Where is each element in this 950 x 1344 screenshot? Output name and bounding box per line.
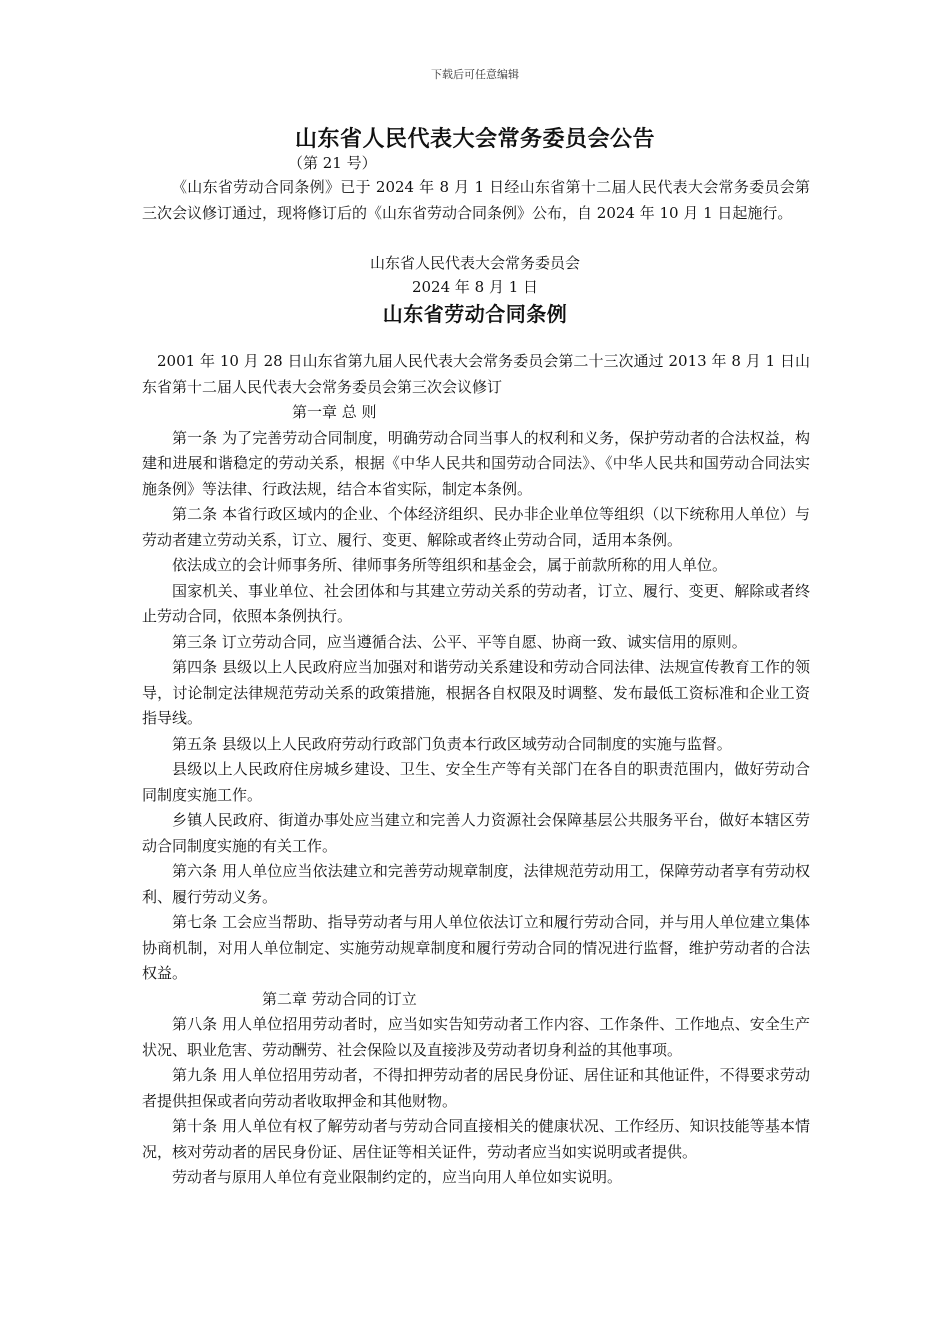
article-paragraph: 县级以上人民政府住房城乡建设、卫生、安全生产等有关部门在各自的职责范围内，做好劳动合同制度实施工作。 [142, 760, 810, 804]
article-paragraph: 国家机关、事业单位、社会团体和与其建立劳动关系的劳动者，订立、履行、变更、解除或者终止劳动合同，依照本条例执行。 [142, 581, 810, 625]
law-title: 山东省劳动合同条例 [382, 302, 568, 326]
article-paragraph: 第五条 县级以上人民政府劳动行政部门负责本行政区域劳动合同制度的实施与监督。 [172, 734, 732, 753]
law-history: 2001 年 10 月 28 日山东省第九届人民代表大会常务委员会第二十三次通过 2013 年 8 月 1 日山东省第十二届人民代表大会常务委员会第三次会议修订 [142, 352, 810, 396]
article-paragraph: 乡镇人民政府、街道办事处应当建立和完善人力资源社会保障基层公共服务平台，做好本辖区劳动合同制度实施的有关工作。 [142, 811, 810, 855]
notice-body [142, 175, 810, 226]
article-paragraph: 第九条 用人单位招用劳动者，不得扣押劳动者的居民身份证、居住证和其他证件，不得要求劳动者提供担保或者向劳动者收取押金和其他财物。 [142, 1066, 810, 1110]
article-paragraph: 依法成立的会计师事务所、律师事务所等组织和基金会，属于前款所称的用人单位。 [172, 556, 728, 574]
law-body [142, 349, 810, 1191]
notice-text: 《山东省劳动合同条例》已于 2024 年 8 月 1 日经山东省第十二届人民代表大会常务委员会第三次会议修订通过，现将修订后的《山东省劳动合同条例》公布，自 2024 年 10 月 1 日起施行。 [142, 178, 810, 222]
article-paragraph: 第二条 本省行政区域内的企业、个体经济组织、民办非企业单位等组织（以下统称用人单位）与劳动者建立劳动关系，订立、履行、变更、解除或者终止劳动合同，适用本条例。 [142, 505, 810, 549]
header-note: 下载后可任意编辑 [431, 68, 519, 81]
article-paragraph: 第一条 为了完善劳动合同制度，明确劳动合同当事人的权利和义务，保护劳动者的合法权益，构建和进展和谐稳定的劳动关系，根据《中华人民共和国劳动合同法》、《中华人民共和国劳动合同法实施条例》等法律、行政法规，结合本省实际，制定本条例。 [142, 428, 810, 498]
article-paragraph: 第四条 县级以上人民政府应当加强对和谐劳动关系建设和劳动合同法律、法规宣传教育工作的领导，讨论制定法律规范劳动关系的政策措施，根据各自权限及时调整、发布最低工资标准和企业工资指导线。 [142, 658, 810, 727]
chapter-heading: 第二章 劳动合同的订立 [262, 989, 417, 1008]
article-paragraph: 第七条 工会应当帮助、指导劳动者与用人单位依法订立和履行劳动合同，并与用人单位建立集体协商机制，对用人单位制定、实施劳动规章制度和履行劳动合同的情况进行监督，维护劳动者的合法权益。 [142, 913, 810, 982]
notice-title: 山东省人民代表大会常务委员会公告 [294, 126, 655, 152]
article-paragraph: 第三条 订立劳动合同，应当遵循合法、公平、平等自愿、协商一致、诚实信用的原则。 [172, 632, 747, 651]
notice-issuer: 山东省人民代表大会常务委员会 [369, 254, 580, 272]
chapter-heading: 第一章 总 则 [292, 403, 377, 421]
notice-date: 2024 年 8 月 1 日 [411, 278, 539, 296]
article-paragraph: 第六条 用人单位应当依法建立和完善劳动规章制度，法律规范劳动用工，保障劳动者享有劳动权利、履行劳动义务。 [142, 862, 810, 906]
article-paragraph: 第八条 用人单位招用劳动者时，应当如实告知劳动者工作内容、工作条件、工作地点、安全生产状况、职业危害、劳动酬劳、社会保险以及直接涉及劳动者切身利益的其他事项。 [142, 1015, 810, 1059]
article-paragraph: 第十条 用人单位有权了解劳动者与劳动合同直接相关的健康状况、工作经历、知识技能等基本情况，核对劳动者的居民身份证、居住证等相关证件，劳动者应当如实说明或者提供。 [142, 1117, 810, 1161]
article-paragraph: 劳动者与原用人单位有竞业限制约定的，应当向用人单位如实说明。 [172, 1168, 623, 1186]
notice-number: （第 21 号） [288, 154, 377, 172]
